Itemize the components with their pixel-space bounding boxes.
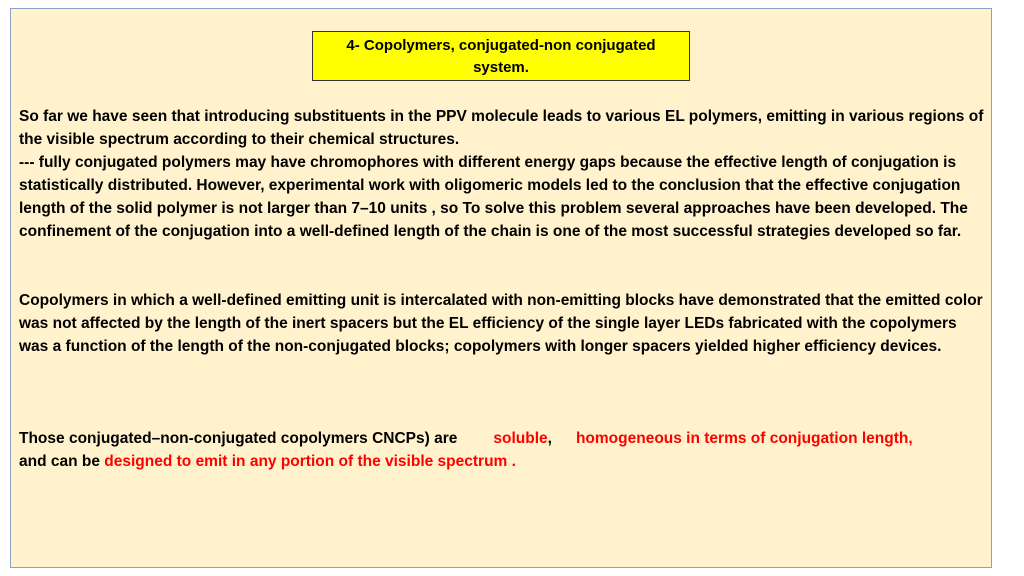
homogeneous-highlight: homogeneous in terms of conjugation length, xyxy=(575,430,913,447)
slide xyxy=(10,8,992,568)
cncps-intro-text: Those conjugated–non-conjugated copolymers CNCPs) are xyxy=(19,430,458,447)
paragraph-intro xyxy=(19,105,989,243)
and-can-be-text: and can be xyxy=(19,453,100,470)
paragraph-intro-line2: --- fully conjugated polymers may have chromophores with different energy gaps because the effective length of conjugation is statistically distributed. However, experimental work with oligomeric models led to the conclusion that the effective conjugation length of the solid polymer is not larger than 7–10 units , so To solve this problem several approaches have been developed. The confinement of the conjugation into a well-defined length of the chain is one of the most successful strategies developed so far. xyxy=(19,154,968,240)
paragraph-copolymers: Copolymers in which a well-defined emitting unit is intercalated with non-emitting blocks have demonstrated that the emitted color was not affected by the length of the inert spacers but the EL efficiency of the single layer LEDs fabricated with the copolymers was a function of the length of the non-conjugated blocks; copolymers with longer spacers yielded higher efficiency devices. xyxy=(19,292,983,355)
paragraph-cncps xyxy=(19,427,989,473)
designed-highlight: designed to emit in any portion of the visible spectrum . xyxy=(104,453,516,470)
slide-title: 4- Copolymers, conjugated-non conjugated system. xyxy=(312,31,690,81)
soluble-highlight: soluble xyxy=(493,430,548,447)
paragraph-intro-line1: So far we have seen that introducing substituents in the PPV molecule leads to various EL polymers, emitting in various regions of the visible spectrum according to their chemical structures. xyxy=(19,108,984,148)
comma-text: , xyxy=(547,430,552,447)
